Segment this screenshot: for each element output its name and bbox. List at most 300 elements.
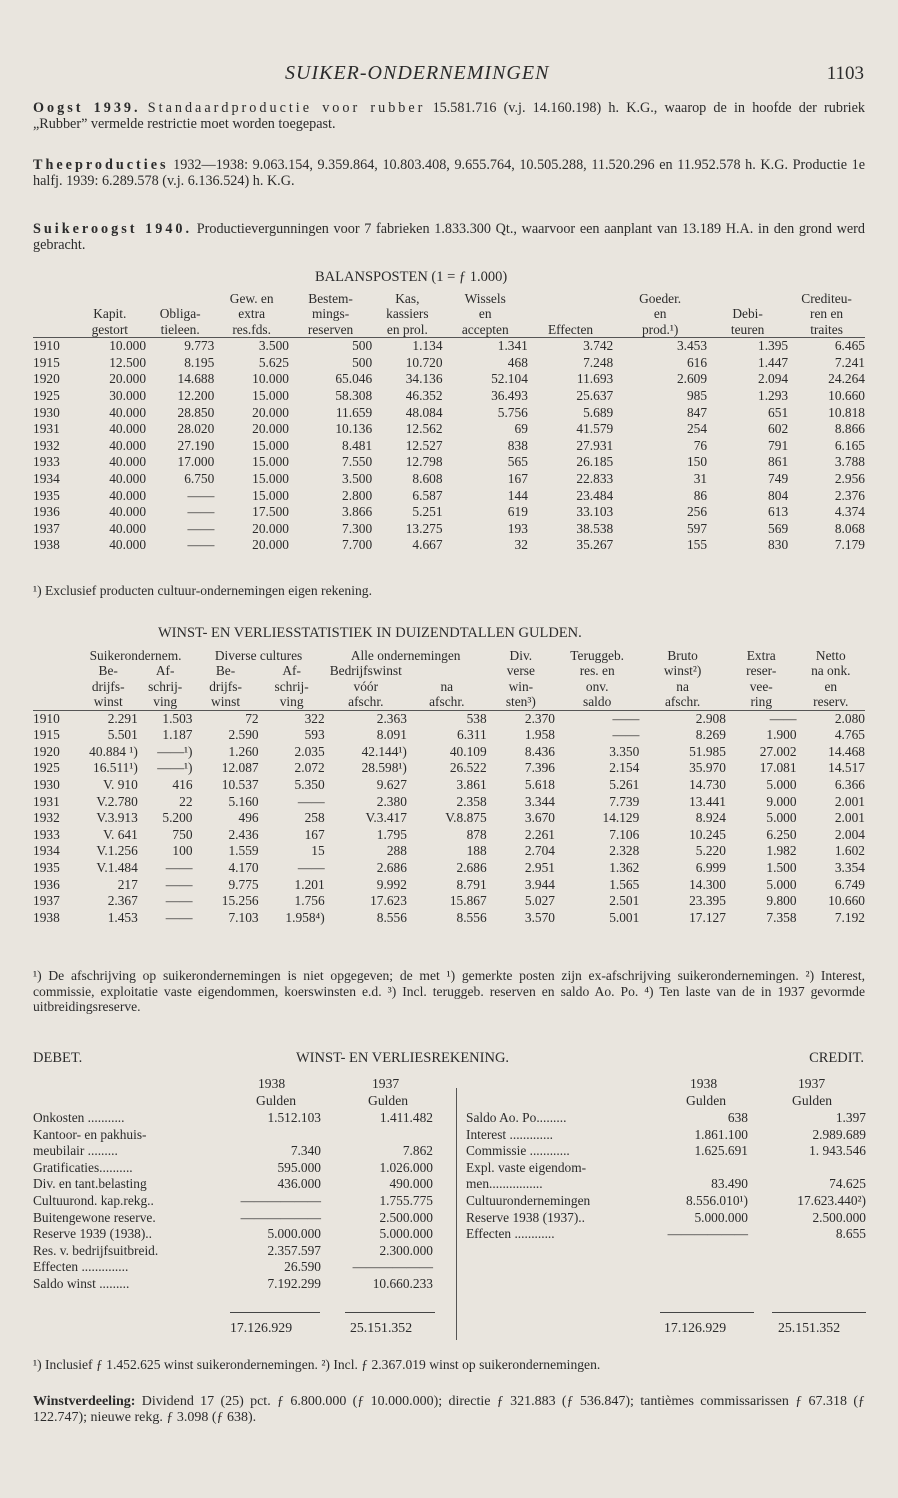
balans-cell: 69 [514, 421, 528, 437]
credit-row [466, 1143, 866, 1160]
balans-row [33, 537, 865, 554]
debet-cell: —————— [352, 1259, 433, 1275]
winst-cell: 1910 [33, 710, 60, 726]
debet-cell: 1.026.000 [379, 1159, 433, 1175]
balans-cell: 804 [768, 487, 789, 503]
balans-cell: 1.134 [412, 338, 443, 354]
intro-paragraph-thee [33, 157, 865, 189]
balans-header-row [33, 306, 865, 321]
balans-header-cell: mings- [311, 306, 350, 322]
balans-cell: 616 [686, 354, 708, 370]
winst-cell: 1.500 [766, 859, 797, 875]
balans-cell: 65.046 [335, 371, 373, 387]
winst-cell: ——¹) [157, 743, 193, 759]
balans-cell: 3.788 [834, 454, 865, 470]
credit-cell: 17.623.440²) [797, 1192, 866, 1208]
winst-header-cell: ving [259, 694, 325, 710]
balans-cell: 15.000 [252, 454, 289, 470]
balans-cell: 613 [768, 504, 789, 520]
winst-cell: 1938 [33, 909, 60, 925]
balans-cell: 847 [686, 404, 708, 420]
balans-cell: 1920 [33, 371, 60, 387]
credit-cell: —————— [667, 1226, 748, 1242]
winst-cell: 538 [466, 710, 487, 726]
debet-cell: Effecten .............. [33, 1259, 129, 1275]
debet-cell: Saldo winst ......... [33, 1275, 130, 1291]
balans-row [33, 454, 865, 471]
balans-header-cell: tieleen. [146, 322, 214, 338]
debet-cell: 595.000 [277, 1159, 321, 1175]
balans-cell: 7.300 [342, 520, 373, 536]
wvr-title: WINST- EN VERLIESREKENING. [296, 1050, 510, 1066]
balans-cell: 2.376 [834, 487, 865, 503]
balans-cell: 15.000 [252, 487, 289, 503]
winst-group-header: Teruggeb. [570, 648, 625, 663]
balans-cell: 40.000 [109, 520, 147, 536]
winst-cell: 6.999 [695, 859, 726, 875]
balans-cell: 12.200 [177, 388, 215, 403]
balans-cell: 1938 [33, 537, 60, 553]
winst-cell: 2.035 [294, 743, 325, 759]
balans-cell: 7.700 [342, 537, 373, 553]
credit-year-1937: 1937 [798, 1076, 826, 1091]
winst-cell: 5.501 [107, 727, 138, 743]
winst-cell: V.2.780 [96, 793, 138, 809]
balans-cell: 6.750 [184, 470, 215, 486]
winst-cell: 1.756 [294, 893, 325, 909]
debet-cell: 1.512.103 [267, 1110, 321, 1125]
debet-row [33, 1127, 433, 1144]
balans-cell: 40.000 [109, 437, 147, 453]
winst-header-cell: winst [193, 694, 259, 710]
balans-cell: 3.866 [342, 504, 373, 520]
balans-cell: 32 [514, 537, 528, 553]
winst-header-cell: reserv. [797, 694, 865, 710]
balans-cell: 1915 [33, 354, 60, 370]
winst-cell: 1.453 [107, 909, 138, 925]
balans-header-cell: Bestem- [308, 291, 353, 306]
winst-cell: —— [165, 876, 193, 892]
balans-header-cell: Effecten [528, 322, 613, 338]
balans-cell: 5.251 [412, 504, 443, 520]
winst-cell: 17.623 [370, 893, 407, 909]
balans-cell: 46.352 [405, 388, 443, 403]
winst-table [33, 648, 865, 926]
winst-row [33, 910, 865, 927]
debet-cell: 1.411.482 [379, 1110, 433, 1125]
winst-cell: —— [297, 793, 325, 809]
winst-cell: 13.441 [689, 793, 726, 809]
balans-cell: 1930 [33, 404, 60, 420]
credit-row [466, 1210, 866, 1227]
intro-paragraph-suikeroogst [33, 221, 865, 253]
balans-cell: 25.637 [576, 388, 614, 403]
winst-header-cell: res. en [579, 663, 615, 679]
winst-cell: 7.358 [766, 909, 797, 925]
winst-cell: 2.004 [834, 826, 865, 842]
debet-cell: 1.755.775 [379, 1192, 433, 1208]
debet-cell: 26.590 [284, 1259, 321, 1275]
debet-row [33, 1176, 433, 1193]
winst-header-cell [33, 679, 79, 694]
balans-cell: 861 [768, 454, 789, 470]
balans-cell: 40.000 [109, 487, 147, 503]
balans-footnote: ¹) Exclusief producten cultuur-ondernemingen eigen rekening. [33, 583, 372, 598]
credit-cell [644, 1160, 748, 1177]
suikeroogst-label: Suikeroogst 1940. [33, 221, 193, 237]
balans-cell: 12.798 [405, 454, 443, 470]
winst-row [33, 710, 865, 727]
winst-cell: 6.366 [834, 777, 865, 792]
balans-header-row [33, 291, 865, 306]
debet-cell: 7.340 [290, 1143, 321, 1159]
balans-cell: 1.447 [758, 354, 789, 370]
winst-cell: 5.350 [294, 777, 325, 792]
winst-cell: —— [612, 710, 640, 726]
thee-text: 1932—1938: 9.063.154, 9.359.864, 10.803.408, 9.655.764, 10.505.288, 11.520.296 en 11.952.578 h. K.G. Productie 1e halfj. 1939: 6.289.578 (v.j. 6.136.524) h. K.G. [33, 157, 865, 189]
balans-cell: 1936 [33, 504, 60, 520]
credit-cell: 1.625.691 [694, 1143, 748, 1159]
balans-header-cell: Gew. en [229, 291, 274, 306]
winstverdeeling-label: Winstverdeeling: [33, 1394, 136, 1409]
balans-header-cell: Goeder. [639, 291, 682, 306]
debet-table [33, 1110, 433, 1293]
credit-cell: 1.861.100 [694, 1126, 748, 1142]
debet-year-1937: 1937 [372, 1076, 400, 1091]
winstverdeeling-paragraph [33, 1394, 865, 1426]
winst-row [33, 744, 865, 761]
debet-total-rule-1937 [345, 1312, 435, 1313]
winst-cell: 5.000 [766, 876, 797, 892]
winst-cell: 2.363 [376, 710, 407, 726]
balans-header-cell: en [653, 306, 667, 322]
debet-cell [321, 1127, 433, 1144]
winst-cell: 2.154 [609, 760, 640, 776]
debet-cell: meubilair ......... [33, 1143, 118, 1159]
balans-cell: 23.484 [576, 487, 614, 503]
winst-cell: 6.311 [457, 727, 487, 743]
winst-cell: 2.686 [376, 859, 407, 875]
winst-cell: 2.380 [376, 793, 407, 809]
balans-cell: 28.020 [177, 421, 215, 437]
balans-header-cell: Wissels [464, 291, 506, 306]
balans-cell: 34.136 [405, 371, 443, 387]
winst-cell: 2.001 [834, 810, 865, 826]
credit-cell: 1.397 [835, 1110, 866, 1125]
winst-cell: 15.867 [449, 893, 487, 909]
balans-cell: 2.800 [342, 487, 373, 503]
winst-header-cell: ring [726, 694, 797, 710]
winst-cell: 217 [117, 876, 138, 892]
debet-cell: Res. v. bedrijfsuitbreid. [33, 1242, 159, 1258]
debet-cell: —————— [240, 1192, 321, 1208]
balans-cell: 254 [686, 421, 708, 437]
winst-header-cell: na onk. [811, 663, 851, 679]
balans-cell: 2.956 [834, 470, 865, 486]
winst-header-cell [407, 663, 487, 678]
balans-cell: 36.493 [491, 388, 528, 403]
balans-cell: 20.000 [252, 421, 289, 437]
winst-cell: 1.958 [524, 727, 556, 743]
winst-footnote: ¹) De afschrijving op suikerondernemingen is niet opgegeven; de met ¹) gemerkte posten zijn ex-afschrijving suikerondernemingen. ²) Interest, commissie, exploitatie vaste eigendommen, koerswinsten e.d. ³) Incl. teruggeb. reserven en saldo Ao. Po. ⁴) Ten laste van de in 1937 gevormde uitbreidingsreserve. [33, 968, 865, 1014]
balans-cell: 1933 [33, 454, 60, 470]
winst-cell: 14.517 [828, 760, 865, 776]
credit-cell: 83.490 [711, 1176, 748, 1192]
balans-cell: 41.579 [576, 421, 614, 437]
balans-cell: 5.756 [497, 404, 528, 420]
winst-header-cell: Be- [98, 663, 118, 679]
winst-cell: 10.245 [689, 826, 726, 842]
credit-row [466, 1127, 866, 1144]
winst-cell: 1.503 [162, 710, 193, 726]
winst-cell: 416 [172, 777, 193, 792]
balans-cell: 10.720 [405, 354, 443, 370]
balans-row [33, 421, 865, 438]
winst-header-cell [33, 694, 79, 710]
winst-cell: V.1.484 [96, 859, 138, 875]
balans-cell: 5.689 [583, 404, 614, 420]
winst-cell: 23.395 [689, 893, 726, 909]
balans-cell: 500 [352, 354, 373, 370]
winst-header-cell: verse [506, 663, 535, 679]
credit-unit-1938: Gulden [686, 1093, 727, 1108]
balans-cell: 7.550 [342, 454, 373, 470]
balans-cell: 1.395 [758, 338, 789, 354]
winst-cell: 1937 [33, 893, 60, 909]
winst-cell: 17.081 [759, 760, 797, 776]
balans-cell: 619 [507, 504, 528, 520]
winst-cell: 15 [311, 843, 325, 859]
debet-row [33, 1210, 433, 1227]
balans-cell: 6.165 [834, 437, 865, 453]
winst-cell: 5.000 [766, 810, 797, 826]
winst-cell: 5.027 [524, 893, 556, 909]
balans-header-cell [528, 291, 613, 306]
balans-row [33, 471, 865, 488]
balans-cell: 58.308 [335, 388, 373, 403]
winst-cell: —— [165, 859, 193, 875]
balans-cell: 6.465 [834, 338, 865, 354]
balans-header-cell [74, 291, 147, 306]
balans-cell: 11.659 [335, 404, 373, 420]
suikeroogst-text: Productievergunningen voor 7 fabrieken 1.833.300 Qt., waarvoor een aanplant van 13.189 H.A. in den grond werd gebracht. [33, 221, 866, 253]
winst-header-cell: vee- [749, 678, 773, 694]
winst-cell: 1.559 [228, 843, 259, 859]
debet-row [33, 1243, 433, 1260]
balans-cell: 985 [686, 388, 708, 403]
winst-header-cell: afschr. [639, 694, 726, 710]
balans-cell: 20.000 [252, 537, 289, 553]
debet-cell: Buitengewone reserve. [33, 1209, 156, 1225]
winst-row [33, 760, 865, 777]
winst-cell: 2.501 [609, 893, 640, 909]
winst-cell: 2.367 [107, 893, 138, 909]
winst-cell: 5.261 [609, 777, 640, 792]
winst-header-cell: schrij- [274, 678, 309, 694]
winst-cell: 3.354 [834, 859, 865, 875]
debet-row [33, 1276, 433, 1293]
winst-header-cell: Af- [282, 663, 301, 679]
debet-unit-1937: Gulden [368, 1093, 409, 1108]
balans-cell: 6.587 [412, 487, 443, 503]
balans-cell: 1.341 [497, 338, 528, 354]
winst-cell: 1935 [33, 859, 60, 875]
balans-header-cell: teuren [707, 322, 788, 338]
winst-cell: V. 910 [103, 777, 138, 792]
credit-cell: men................ [466, 1176, 543, 1192]
debet-unit-1938: Gulden [256, 1093, 297, 1108]
balans-header-cell [146, 291, 214, 306]
balans-cell: 40.000 [109, 537, 147, 553]
balans-cell: —— [187, 504, 215, 520]
winst-header-cell: winst [79, 694, 138, 710]
winst-header-cell: onv. [585, 678, 609, 694]
winst-cell: 28.598¹) [361, 760, 407, 776]
winst-header-cell: sten³) [487, 694, 555, 710]
balans-header-cell [528, 306, 613, 321]
winst-cell: 6.250 [766, 826, 797, 842]
winst-header-cell: schrij- [148, 678, 183, 694]
winst-header-cell: na [676, 678, 689, 694]
winst-row [33, 860, 865, 877]
winst-header-cell: afschr. [325, 694, 407, 710]
balans-header-cell [707, 291, 788, 306]
winst-group-header: Netto [815, 648, 846, 663]
debet-row [33, 1110, 433, 1127]
winst-header-cell: vóór [353, 678, 379, 694]
balans-header-cell [33, 306, 74, 321]
winst-cell: 1932 [33, 810, 60, 826]
balans-row [33, 504, 865, 521]
debet-cell: 7.862 [402, 1143, 433, 1159]
winst-cell: 8.556 [376, 909, 407, 925]
balans-cell: 15.000 [252, 470, 289, 486]
debet-total-1938: 17.126.929 [230, 1320, 293, 1335]
credit-cell: 1. 943.546 [809, 1143, 866, 1159]
balans-cell: 17.500 [252, 504, 289, 520]
debet-cell: 5.000.000 [379, 1226, 433, 1242]
winst-row [33, 794, 865, 811]
debet-cell: Kantoor- en pakhuis- [33, 1126, 147, 1142]
winst-cell: —— [297, 859, 325, 875]
balans-title: BALANSPOSTEN (1 = ƒ 1.000) [315, 269, 508, 285]
credit-label: CREDIT. [809, 1050, 864, 1066]
debet-row [33, 1160, 433, 1177]
credit-cell: 74.625 [829, 1176, 866, 1192]
winst-cell: 4.170 [228, 859, 259, 875]
winst-cell: 17.127 [689, 909, 726, 925]
balans-cell: —— [187, 487, 215, 503]
thee-label: Theeproducties [33, 157, 169, 173]
page-number: 1103 [826, 63, 864, 84]
balans-cell: 256 [686, 504, 708, 520]
winst-cell: 26.522 [449, 760, 487, 776]
balans-header-cell: extra [238, 306, 266, 322]
balans-cell: 1910 [33, 338, 60, 354]
wvr-footnote: ¹) Inclusief ƒ 1.452.625 winst suikerondernemingen. ²) Incl. ƒ 2.367.019 winst op suikerondernemingen. [33, 1357, 601, 1372]
debet-cell: 490.000 [389, 1176, 433, 1192]
winst-cell: V.3.417 [365, 810, 407, 826]
balans-cell: 20.000 [252, 404, 289, 420]
winstverdeeling-text: Dividend 17 (25) pct. ƒ 6.800.000 (ƒ 10.000.000); directie ƒ 321.883 (ƒ 536.847); tantièmes commissarissen ƒ 67.318 (ƒ 122.747); nieuwe rekg. ƒ 3.098 (ƒ 638). [33, 1394, 865, 1425]
balans-row [33, 438, 865, 455]
winst-cell: 5.001 [609, 909, 640, 925]
winst-cell: 1.982 [766, 843, 797, 859]
debet-cell: Cultuurond. kap.rekg.. [33, 1192, 154, 1208]
winst-cell: 5.000 [766, 777, 797, 792]
balans-cell: 1935 [33, 487, 60, 503]
balans-cell: 13.275 [405, 520, 443, 536]
balans-cell: 35.267 [576, 537, 614, 553]
winst-header-cell: reser- [746, 663, 777, 679]
credit-table [466, 1110, 866, 1243]
debet-row [33, 1226, 433, 1243]
winst-cell: 2.908 [695, 710, 726, 726]
balans-cell: 2.609 [676, 371, 708, 387]
balans-cell: 12.500 [109, 354, 147, 370]
winst-cell: 8.791 [456, 876, 487, 892]
balans-cell: 40.000 [109, 470, 147, 486]
winst-cell: 188 [466, 843, 487, 859]
winst-header-cell: Be- [215, 663, 236, 679]
winst-cell: V.8.875 [445, 810, 487, 826]
debet-cell: Div. en tant.belasting [33, 1176, 147, 1192]
balans-cell: 10.818 [828, 404, 865, 420]
balans-cell: 20.000 [109, 371, 147, 387]
winst-cell: 14.730 [689, 777, 726, 792]
winst-cell: 8.924 [695, 810, 726, 826]
debet-cell: 7.192.299 [267, 1275, 321, 1291]
balans-cell: 27.190 [177, 437, 215, 453]
balans-row [33, 371, 865, 388]
winst-cell: 7.103 [228, 909, 259, 925]
balans-row [33, 338, 865, 355]
winst-cell: 8.269 [695, 727, 726, 743]
winst-cell: 2.072 [294, 760, 325, 776]
balans-header-cell: Kapit. [93, 306, 127, 322]
debet-row [33, 1143, 433, 1160]
winst-cell: 258 [304, 810, 325, 826]
winst-cell: 1934 [33, 843, 60, 859]
balans-cell: 8.195 [184, 354, 215, 370]
winst-cell: 8.091 [376, 727, 407, 743]
balans-header-cell: traites [788, 322, 865, 338]
balans-cell: 15.000 [252, 388, 289, 403]
winst-cell: 15.256 [221, 893, 259, 909]
balans-table [33, 291, 865, 554]
winst-cell: 3.944 [524, 876, 556, 892]
winst-cell: 40.109 [449, 743, 487, 759]
credit-cell: 8.655 [835, 1226, 866, 1242]
winst-cell: —— [769, 710, 797, 726]
credit-cell: 638 [727, 1110, 748, 1125]
balans-header-cell [33, 291, 74, 306]
winst-cell: 1930 [33, 777, 60, 792]
credit-row [466, 1160, 866, 1177]
balans-cell: 40.000 [109, 404, 147, 420]
winst-group-header: Bruto [667, 648, 698, 663]
winst-row [33, 843, 865, 860]
balans-header-cell: gestort [74, 322, 147, 338]
balans-header-cell: en [478, 306, 492, 322]
winst-cell: 750 [172, 826, 193, 842]
balans-cell: 28.850 [177, 404, 215, 420]
debet-cell: —————— [240, 1209, 321, 1225]
credit-cell: 5.000.000 [694, 1209, 748, 1225]
balans-cell: 3.742 [583, 338, 614, 354]
balans-cell: 14.688 [177, 371, 215, 387]
winst-cell: 496 [238, 810, 259, 826]
